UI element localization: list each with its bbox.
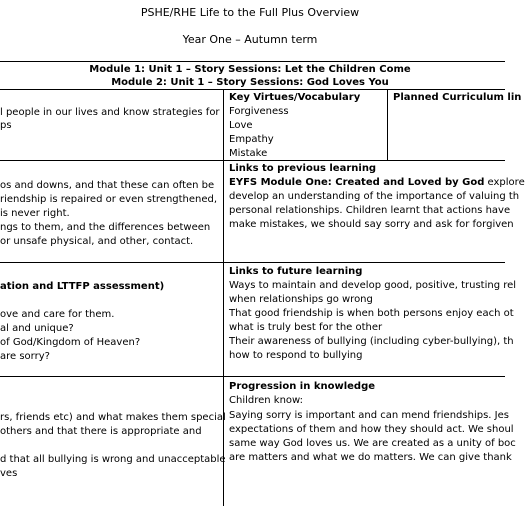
left-intro-line: l people in our lives and know strategies for xyxy=(0,107,220,118)
future-learning-line: That good friendship is when both persons enjoy each ot xyxy=(229,308,514,319)
column-divider xyxy=(223,89,224,506)
previous-learning-line: make mistakes, we should say sorry and ask for forgiven xyxy=(229,219,514,230)
planned-curriculum-heading: Planned Curriculum lin xyxy=(393,92,522,103)
previous-module-title: EYFS Module One: Created and Loved by God xyxy=(229,177,485,188)
progression-intro: Children know: xyxy=(229,395,304,406)
previous-learning-line: personal relationships. Children learnt that actions have xyxy=(229,205,511,216)
left-outcome-line: ngs to them, and the differences between xyxy=(0,222,211,233)
module-1-title: Module 1: Unit 1 – Story Sessions: Let the Children Come xyxy=(89,64,411,75)
left-outcome-line: is never right. xyxy=(0,208,70,219)
virtue-item: Empathy xyxy=(229,134,274,145)
knowledge-line: d that all bullying is wrong and unacceptable xyxy=(0,454,226,465)
previous-module-tail: explore xyxy=(484,177,525,188)
document-title: PSHE/RHE Life to the Full Plus Overview xyxy=(140,6,360,19)
virtue-item: Mistake xyxy=(229,148,268,159)
future-learning-line: when relationships go wrong xyxy=(229,294,373,305)
virtue-item: Forgiveness xyxy=(229,106,289,117)
previous-learning-subheading xyxy=(229,176,525,190)
table-border-top xyxy=(0,61,505,62)
previous-learning-line: develop an understanding of the importance of valuing th xyxy=(229,191,520,202)
future-learning-line: Their awareness of bullying (including cyber-bullying), th xyxy=(229,336,514,347)
overview-table xyxy=(0,61,525,506)
question-line: of God/Kingdom of Heaven? xyxy=(0,337,141,348)
knowledge-line: rs, friends etc) and what makes them special xyxy=(0,412,226,423)
previous-learning-heading: Links to previous learning xyxy=(229,163,377,174)
left-intro-line: ps xyxy=(0,120,12,131)
left-outcome-line: os and downs, and that these can often be xyxy=(0,180,215,191)
progression-heading: Progression in knowledge xyxy=(229,381,376,392)
knowledge-line: others and that there is appropriate and xyxy=(0,426,202,437)
question-line: ove and care for them. xyxy=(0,309,115,320)
progression-line: are matters and what we do matters. We can give thank xyxy=(229,452,512,463)
question-line: al and unique? xyxy=(0,323,74,334)
progression-line: same way God loves us. We are created as a unity of boc xyxy=(229,438,516,449)
column-divider xyxy=(387,89,388,160)
table-rule xyxy=(0,262,505,263)
future-learning-line: how to respond to bullying xyxy=(229,350,363,361)
future-learning-heading: Links to future learning xyxy=(229,266,363,277)
virtues-heading: Key Virtues/Vocabulary xyxy=(229,92,361,103)
future-learning-line: what is truly best for the other xyxy=(229,322,383,333)
progression-line: expectations of them and how they should act. We shoul xyxy=(229,424,514,435)
question-line: are sorry? xyxy=(0,351,50,362)
knowledge-line: ves xyxy=(0,468,18,479)
table-rule xyxy=(0,376,505,377)
left-outcome-line: or unsafe physical, and other, contact. xyxy=(0,236,194,247)
left-outcome-line: riendship is repaired or even strengthened, xyxy=(0,194,218,205)
document-subtitle: Year One – Autumn term xyxy=(182,33,318,46)
module-2-title: Module 2: Unit 1 – Story Sessions: God Loves You xyxy=(111,77,389,88)
virtue-item: Love xyxy=(229,120,253,131)
assessment-heading: ation and LTTFP assessment) xyxy=(0,281,165,292)
future-learning-line: Ways to maintain and develop good, positive, trusting rel xyxy=(229,280,517,291)
progression-line: Saying sorry is important and can mend friendships. Jes xyxy=(229,410,509,421)
